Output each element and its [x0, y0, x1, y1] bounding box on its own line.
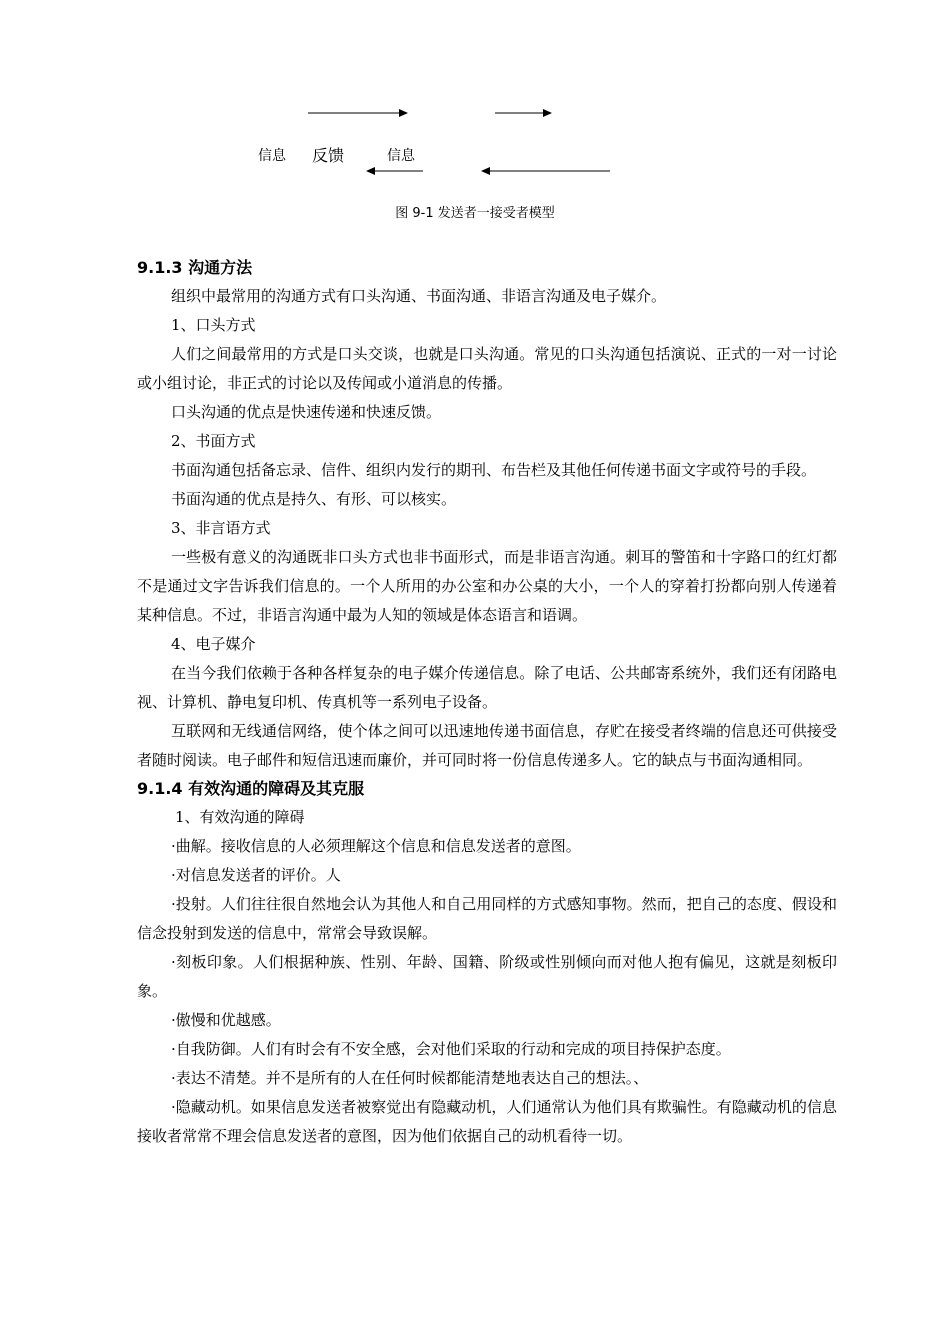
paragraph: 书面沟通的优点是持久、有形、可以核实。	[171, 490, 457, 508]
section-heading-913: 9.1.3 沟通方法	[137, 258, 253, 277]
paragraph: 组织中最常用的沟通方式有口头沟通、书面沟通、非语言沟通及电子媒介。	[171, 287, 667, 305]
subheading-nonverbal: 3、非言语方式	[171, 519, 271, 537]
arrow-bottom-right	[481, 167, 610, 175]
list-item: ·对信息发送者的评价。人	[171, 866, 341, 884]
list-item: ·投射。人们往往很自然地会认为其他人和自己用同样的方式感知事物。然而，把自己的态度、假设和信念投射到发送的信息中，常常会导致误解。	[137, 895, 837, 942]
label-info-right: 信息	[387, 148, 415, 164]
subheading-written: 2、书面方式	[171, 432, 256, 450]
section-heading-914: 9.1.4 有效沟通的障碍及其克服	[137, 779, 365, 798]
list-item: ·刻板印象。人们根据种族、性别、年龄、国籍、阶级或性别倾向而对他人抱有偏见，这就是刻板印象。	[137, 953, 837, 1000]
paragraph: 口头沟通的优点是快速传递和快速反馈。	[171, 403, 442, 421]
paragraph: 互联网和无线通信网络，使个体之间可以迅速地传递书面信息，存贮在接受者终端的信息还可供接受者随时阅读。电子邮件和短信迅速而廉价，并可同时将一份信息传递多人。它的缺点与书面沟通相同。	[137, 722, 837, 769]
label-feedback: 反馈	[312, 146, 345, 165]
arrow-top-left	[308, 109, 408, 117]
list-item: ·傲慢和优越感。	[171, 1011, 281, 1029]
document-body	[137, 254, 837, 1151]
arrow-top-right	[495, 109, 552, 117]
figure-caption: 图 9-1 发送者一接受者模型	[395, 206, 555, 221]
diagram-arrows	[0, 0, 950, 200]
list-item: ·自我防御。人们有时会有不安全感，会对他们采取的行动和完成的项目持保护态度。	[171, 1040, 731, 1058]
list-item: ·曲解。接收信息的人必须理解这个信息和信息发送者的意图。	[171, 837, 581, 855]
subheading-electronic: 4、电子媒介	[171, 635, 256, 653]
paragraph: 书面沟通包括备忘录、信件、组织内发行的期刊、布告栏及其他任何传递书面文字或符号的手段。	[171, 461, 817, 479]
paragraph: 人们之间最常用的方式是口头交谈，也就是口头沟通。常见的口头沟通包括演说、正式的一对一讨论或小组讨论，非正式的讨论以及传闻或小道消息的传播。	[137, 345, 837, 392]
label-info-left: 信息	[258, 148, 286, 164]
subheading-oral: 1、口头方式	[171, 316, 256, 334]
arrow-bottom-left	[366, 167, 423, 175]
sender-receiver-diagram	[0, 0, 950, 230]
paragraph: 在当今我们依赖于各种各样复杂的电子媒介传递信息。除了电话、公共邮寄系统外，我们还有闭路电视、计算机、静电复印机、传真机等一系列电子设备。	[137, 664, 837, 711]
list-item: ·隐藏动机。如果信息发送者被察觉出有隐藏动机，人们通常认为他们具有欺骗性。有隐藏动机的信息接收者常常不理会信息发送者的意图，因为他们依据自己的动机看待一切。	[137, 1098, 837, 1145]
subheading-barriers: 1、有效沟通的障碍	[175, 808, 305, 826]
paragraph: 一些极有意义的沟通既非口头方式也非书面形式，而是非语言沟通。刺耳的警笛和十字路口的红灯都不是通过文字告诉我们信息的。一个人所用的办公室和办公桌的大小，一个人的穿着打扮都向别人传递着某种信息。不过，非语言沟通中最为人知的领域是体态语言和语调。	[137, 548, 837, 624]
list-item: ·表达不清楚。并不是所有的人在任何时候都能清楚地表达自己的想法。、	[171, 1069, 649, 1087]
